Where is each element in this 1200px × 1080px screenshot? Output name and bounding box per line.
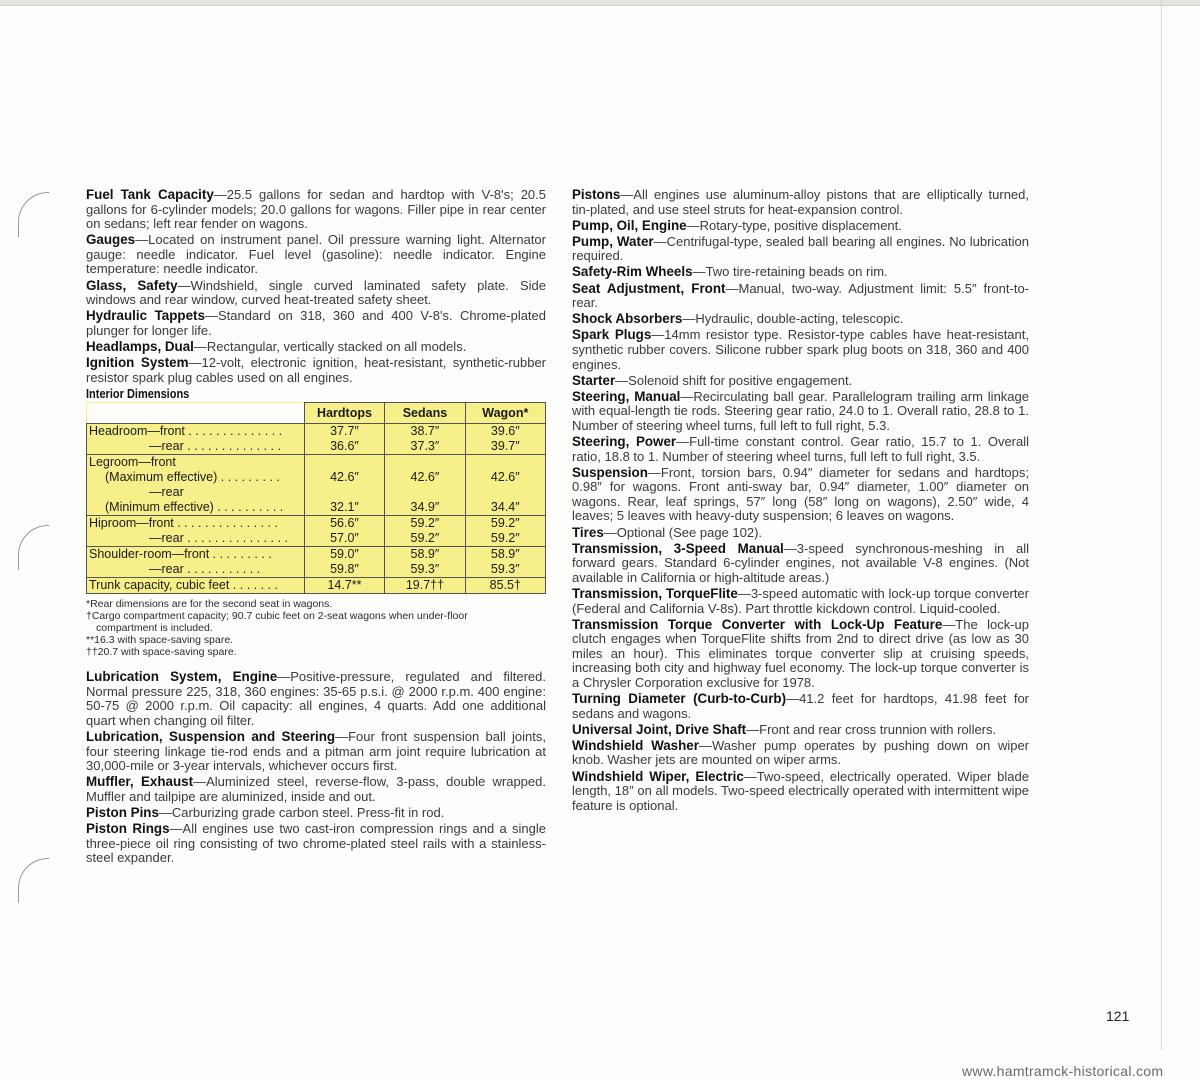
spec-term: Headlamps, Dual bbox=[86, 338, 194, 354]
spec-text: Carburizing grade carbon steel. Press-fit in rod. bbox=[171, 805, 445, 821]
spec-entry bbox=[572, 390, 1029, 434]
cell-wagon bbox=[465, 547, 545, 578]
em-dash: — bbox=[615, 372, 629, 388]
cell-value: 59.0″ bbox=[330, 547, 359, 562]
header-hardtops: Hardtops bbox=[304, 403, 385, 424]
spec-text: 12-volt, electronic ignition, heat-resistant, synthetic-rubber resistor spark plug cables used on all engines. bbox=[86, 355, 547, 385]
em-dash: — bbox=[686, 217, 700, 233]
cell-hardtops bbox=[304, 455, 385, 516]
cell-sedans bbox=[385, 547, 465, 578]
cell-value bbox=[468, 485, 543, 500]
spec-text: All engines use aluminum-alloy pistons that are elliptically turned, tin-plated, and use steel struts for heat-expansion control. bbox=[572, 187, 1029, 217]
em-dash: — bbox=[651, 327, 665, 343]
spec-entry bbox=[572, 587, 1029, 616]
em-dash: — bbox=[177, 277, 191, 293]
em-dash: — bbox=[193, 774, 207, 790]
cell-value: 42.6″ bbox=[490, 470, 520, 485]
spec-entry bbox=[572, 466, 1029, 524]
cell-value: 19.7†† bbox=[405, 578, 445, 593]
page-number: 121 bbox=[1106, 1008, 1130, 1024]
spec-term: Pistons bbox=[572, 187, 621, 202]
spec-text: All engines use two cast-iron compression rings and a single three-piece oil ring consisting of two chrome-plated steel rails with a stainless-steel expander. bbox=[86, 821, 546, 866]
spec-entry bbox=[572, 328, 1029, 372]
spec-entry bbox=[86, 279, 546, 308]
spec-entry bbox=[86, 806, 546, 821]
cell-value: 56.6″ bbox=[330, 516, 359, 531]
row-label bbox=[87, 516, 305, 547]
em-dash: — bbox=[783, 540, 797, 556]
cell-value: 37.3″ bbox=[410, 439, 440, 454]
cell-sedans bbox=[385, 578, 465, 594]
cell-wagon bbox=[465, 516, 545, 547]
spec-entry bbox=[572, 235, 1029, 264]
em-dash: — bbox=[603, 524, 617, 540]
spec-term: Lubrication, Suspension and Steering bbox=[86, 729, 336, 745]
cell-value bbox=[387, 485, 462, 500]
cell-hardtops bbox=[304, 547, 385, 578]
em-dash: — bbox=[647, 464, 661, 480]
footnote: ††20.7 with space-saving spare. bbox=[86, 645, 237, 658]
cell-value bbox=[307, 485, 383, 500]
spec-text: Aluminized steel, reverse-flow, 3-pass, double wrapped. Muffler and tailpipe are aluminized, inside and out. bbox=[86, 774, 546, 805]
em-dash: — bbox=[682, 311, 696, 327]
cell-hardtops bbox=[304, 516, 385, 547]
em-dash: — bbox=[680, 388, 694, 404]
page-right-edge bbox=[1161, 0, 1162, 1050]
cell-value bbox=[307, 455, 383, 470]
cell-value: 39.7″ bbox=[490, 439, 520, 454]
spec-text: Solenoid shift for positive engagement. bbox=[628, 372, 853, 388]
row-label-line: —rear . . . . . . . . . . . . . . . bbox=[149, 531, 288, 546]
spec-text: Rotary-type, positive displacement. bbox=[699, 217, 902, 233]
cell-value: 32.1″ bbox=[330, 500, 359, 515]
spec-entry bbox=[86, 775, 546, 804]
em-dash: — bbox=[277, 669, 291, 685]
em-dash: — bbox=[213, 187, 227, 202]
spec-term: Hydraulic Tappets bbox=[86, 308, 205, 324]
spec-entry bbox=[572, 188, 1029, 217]
em-dash: — bbox=[193, 338, 207, 354]
cell-value bbox=[387, 455, 462, 470]
spec-entry bbox=[572, 312, 1029, 327]
spec-entry bbox=[572, 219, 1029, 234]
spec-text: 41.2 feet for hardtops, 41.98 feet for sedans and wagons. bbox=[572, 691, 1030, 721]
row-label-line: Headroom—front . . . . . . . . . . . . . . bbox=[89, 424, 283, 439]
spec-term: Piston Rings bbox=[86, 821, 170, 837]
spec-term: Ignition System bbox=[86, 355, 189, 371]
spec-term: Tires bbox=[572, 524, 604, 540]
spec-term: Transmission, 3-Speed Manual bbox=[572, 540, 784, 556]
spec-text: Full-time constant control. Gear ratio, 15.7 to 1. Overall ratio, 18.8 to 1. Number of steering wheel turns, full left to full right, 3.5. bbox=[572, 434, 1030, 464]
spec-term: Windshield Wiper, Electric bbox=[572, 768, 744, 784]
row-label-line: Legroom—front bbox=[89, 455, 176, 470]
spec-text: Centrifugal-type, sealed ball bearing all engines. No lubrication required. bbox=[572, 233, 1029, 264]
footnote: *Rear dimensions are for the second seat in wagons. bbox=[86, 598, 333, 611]
cell-value bbox=[468, 455, 543, 470]
table-header-row bbox=[87, 403, 546, 424]
table-row bbox=[87, 424, 546, 455]
spec-term: Piston Pins bbox=[86, 805, 159, 821]
spec-entry bbox=[572, 739, 1029, 768]
em-dash: — bbox=[698, 737, 712, 753]
page-top-border bbox=[0, 0, 1200, 6]
spec-text: 3-speed synchronous-meshing in all forward gears. Standard 6-cylinder engines, not available V-8 engines. (Not available in California or high-altitude areas.) bbox=[572, 540, 1029, 585]
cell-wagon bbox=[465, 578, 545, 594]
watermark: www.hamtramck-historical.com bbox=[962, 1063, 1164, 1079]
spec-term: Muffler, Exhaust bbox=[86, 774, 194, 790]
spec-term: Windshield Washer bbox=[572, 737, 699, 753]
spec-entry bbox=[572, 542, 1029, 586]
spec-text: Washer pump operates by pushing down on wiper knob. Washer jets are mounted on wiper arms. bbox=[572, 737, 1030, 768]
row-label-line: Hiproom—front . . . . . . . . . . . . . . . bbox=[89, 516, 278, 531]
cell-value: 59.3″ bbox=[490, 562, 520, 577]
cell-value: 59.3″ bbox=[410, 562, 440, 577]
cell-value: 42.6″ bbox=[410, 470, 440, 485]
spec-term: Pump, Oil, Engine bbox=[572, 217, 687, 233]
spec-entry bbox=[86, 233, 546, 277]
right-entries bbox=[572, 188, 1029, 813]
spec-entry bbox=[86, 730, 546, 774]
cell-wagon bbox=[465, 455, 545, 516]
footnote: compartment is included. bbox=[96, 621, 213, 634]
table-footnotes bbox=[86, 599, 546, 658]
spec-term: Shock Absorbers bbox=[572, 311, 683, 327]
spec-term: Safety-Rim Wheels bbox=[572, 264, 693, 280]
row-label-line: Shoulder-room—front . . . . . . . . . bbox=[89, 547, 272, 562]
em-dash: — bbox=[746, 721, 760, 737]
spec-text: Positive-pressure, regulated and filtered. Normal pressure 225, 318, 360 engines: 35-65 p.s.i. @ 2000 r.p.m. 400 engine: 50-75 @ 2000 r.p.m. Oil capacity: all engines, 4 quarts. Add one additional quart when changing oil filter. bbox=[86, 669, 547, 729]
spec-entry bbox=[572, 692, 1029, 721]
row-label-line: —rear . . . . . . . . . . . bbox=[149, 562, 261, 577]
cell-hardtops bbox=[304, 578, 385, 594]
cell-value: 85.5† bbox=[489, 578, 521, 593]
interior-dimensions-section bbox=[86, 387, 546, 659]
row-label bbox=[87, 424, 305, 455]
spec-text: 3-speed automatic with lock-up torque converter (Federal and California V-8s). Part throttle kickdown control. Liquid-cooled. bbox=[572, 585, 1029, 616]
em-dash: — bbox=[942, 616, 956, 632]
spec-text: Rectangular, vertically stacked on all models. bbox=[206, 338, 467, 354]
cell-value: 42.6″ bbox=[330, 470, 359, 485]
interior-dimensions-title: Interior Dimensions bbox=[86, 386, 190, 401]
spec-text: Optional (See page 102). bbox=[616, 524, 763, 540]
spec-term: Seat Adjustment, Front bbox=[572, 280, 726, 296]
em-dash: — bbox=[135, 232, 149, 248]
spec-term: Fuel Tank Capacity bbox=[86, 187, 214, 202]
row-label-line: (Maximum effective) . . . . . . . . . bbox=[105, 470, 280, 485]
em-dash: — bbox=[335, 729, 349, 745]
spec-entry bbox=[572, 374, 1029, 389]
spec-entry bbox=[86, 670, 546, 728]
spec-text: Two-speed, electrically operated. Wiper blade length, 18″ on all models. Two-speed electrically operated with intermittent wipe feature is optional. bbox=[572, 768, 1029, 813]
em-dash: — bbox=[737, 585, 751, 601]
left-column bbox=[86, 188, 546, 868]
cell-value: 34.9″ bbox=[410, 500, 440, 515]
cell-value: 59.2″ bbox=[410, 531, 440, 546]
binder-hole bbox=[18, 858, 49, 903]
spec-entry bbox=[572, 435, 1029, 464]
left-top-entries bbox=[86, 188, 546, 385]
em-dash: — bbox=[158, 805, 172, 821]
spec-entry bbox=[572, 265, 1029, 280]
spec-entry bbox=[572, 723, 1029, 738]
spec-term: Turning Diameter (Curb-to-Curb) bbox=[572, 691, 787, 707]
table-row bbox=[87, 455, 546, 516]
em-dash: — bbox=[725, 280, 739, 296]
footnote: †Cargo compartment capacity; 90.7 cubic feet on 2-seat wagons when under-floor bbox=[86, 610, 468, 623]
spec-text: Front and rear cross trunnion with rollers. bbox=[759, 721, 997, 737]
spec-entry bbox=[572, 282, 1029, 311]
em-dash: — bbox=[743, 768, 757, 784]
em-dash: — bbox=[692, 264, 706, 280]
spec-text: Hydraulic, double-acting, telescopic. bbox=[695, 311, 904, 327]
spec-entry bbox=[572, 618, 1029, 691]
table-row bbox=[87, 547, 546, 578]
cell-value: 37.7″ bbox=[330, 424, 359, 439]
row-label-line: (Minimum effective) . . . . . . . . . . bbox=[105, 500, 284, 515]
em-dash: — bbox=[620, 187, 634, 202]
cell-wagon bbox=[465, 424, 545, 455]
spec-text: Manual, two-way. Adjustment limit: 5.5″ front-to-rear. bbox=[572, 280, 1029, 311]
spec-entry bbox=[86, 188, 546, 232]
spec-text: 25.5 gallons for sedan and hardtop with V-8's; 20.5 gallons for 6-cylinder models; 20.0 gallons for wagons. Filler pipe in rear center on sedans; left rear fender on wagons. bbox=[86, 187, 546, 232]
cell-value: 36.6″ bbox=[330, 439, 359, 454]
em-dash: — bbox=[204, 308, 218, 324]
em-dash: — bbox=[653, 233, 667, 249]
header-sedans: Sedans bbox=[385, 403, 465, 424]
spec-entry bbox=[86, 340, 546, 355]
em-dash: — bbox=[786, 691, 800, 707]
row-label-line: Trunk capacity, cubic feet . . . . . . . bbox=[89, 578, 278, 593]
cell-sedans bbox=[385, 516, 465, 547]
cell-hardtops bbox=[304, 424, 385, 455]
spec-text: Windshield, single curved laminated safety plate. Side windows and rear window, curved heat-treated safety sheet. bbox=[86, 277, 546, 308]
em-dash: — bbox=[676, 434, 690, 449]
cell-sedans bbox=[385, 455, 465, 516]
footnote: **16.3 with space-saving spare. bbox=[86, 633, 234, 646]
cell-value: 34.4″ bbox=[490, 500, 520, 515]
row-label-line: —rear . . . . . . . . . . . . . . bbox=[149, 439, 281, 454]
spec-term: Steering, Power bbox=[572, 434, 677, 449]
left-bottom-entries bbox=[86, 670, 546, 866]
em-dash: — bbox=[169, 821, 183, 837]
right-column bbox=[572, 188, 1029, 815]
spec-entry bbox=[572, 770, 1029, 814]
cell-sedans bbox=[385, 424, 465, 455]
spec-entry bbox=[86, 309, 546, 338]
spec-term: Starter bbox=[572, 372, 616, 388]
spec-term: Lubrication System, Engine bbox=[86, 669, 278, 685]
spec-text: Located on instrument panel. Oil pressure warning light. Alternator gauge: needle indicator. Fuel level (gasoline): needle indicator. Engine temperature: needle indicator. bbox=[86, 232, 546, 277]
table-row bbox=[87, 516, 546, 547]
header-blank bbox=[87, 403, 305, 424]
binder-hole bbox=[18, 525, 49, 570]
cell-value: 59.2″ bbox=[490, 516, 520, 531]
cell-value: 59.2″ bbox=[410, 516, 440, 531]
spec-text: 14mm resistor type. Resistor-type cables have heat-resistant, synthetic rubber covers. Silicone rubber spark plug boots on 318, 360 and 400 engines. bbox=[572, 327, 1029, 372]
spec-entry bbox=[86, 822, 546, 866]
cell-value: 58.9″ bbox=[410, 547, 440, 562]
spec-term: Spark Plugs bbox=[572, 327, 652, 343]
cell-value: 57.0″ bbox=[330, 531, 359, 546]
spec-text: Front, torsion bars, 0.94″ diameter for sedans and hardtops; 0.98″ for wagons. Front anti-sway bar, 0.94″ diameter, 1.00″ diameter on wagons. Rear, leaf springs, 57″ long (58″ long on wagons), 2.50″ wide, 4 leaves; 5 leaves with heavy-duty suspension; 6 leaves on wagons. bbox=[572, 464, 1029, 524]
spec-text: Four front suspension ball joints, four steering linkage tie-rod ends and a pitman arm joint require lubrication at 30,000-mile or 3-year intervals, whichever occurs first. bbox=[86, 729, 546, 774]
spec-term: Universal Joint, Drive Shaft bbox=[572, 721, 747, 737]
spec-term: Gauges bbox=[86, 232, 136, 248]
header-wagon: Wagon* bbox=[465, 403, 545, 424]
cell-value: 59.2″ bbox=[490, 531, 520, 546]
binder-hole bbox=[18, 192, 49, 237]
spec-text: Two tire-retaining beads on rim. bbox=[705, 264, 888, 280]
spec-text: Standard on 318, 360 and 400 V-8's. Chrome-plated plunger for longer life. bbox=[86, 308, 547, 338]
row-label bbox=[87, 578, 305, 594]
row-label bbox=[87, 455, 305, 516]
cell-value: 39.6″ bbox=[490, 424, 520, 439]
spec-entry bbox=[86, 356, 546, 385]
table-body bbox=[87, 424, 546, 594]
spec-term: Glass, Safety bbox=[86, 277, 178, 293]
row-label bbox=[87, 547, 305, 578]
spec-term: Transmission, TorqueFlite bbox=[572, 585, 738, 601]
cell-value: 58.9″ bbox=[490, 547, 520, 562]
spec-term: Transmission Torque Converter with Lock-Up Feature bbox=[572, 616, 943, 632]
spec-text: Recirculating ball gear. Parallelogram trailing arm linkage with equal-length tie rods. Steering gear ratio, 24.0 to 1. Overall ratio, 28.8 to 1. Number of steering wheel turns, full left to full right, 5.3. bbox=[572, 388, 1029, 433]
spec-term: Steering, Manual bbox=[572, 388, 681, 404]
cell-value: 14.7** bbox=[327, 578, 362, 593]
em-dash: — bbox=[188, 355, 202, 371]
spec-term: Pump, Water bbox=[572, 233, 654, 249]
interior-dimensions-table bbox=[86, 402, 546, 594]
cell-value: 59.8″ bbox=[330, 562, 359, 577]
spec-text: The lock-up clutch engages when TorqueFlite shifts from 2nd to direct drive (as low as 30 miles an hour). This eliminates torque converter slip at cruising speeds, increasing both city and highway fuel economy. The lock-up torque converter is a Chrysler Corporation exclusive for 1978. bbox=[572, 616, 1030, 690]
cell-value: 38.7″ bbox=[410, 424, 440, 439]
row-label-line: —rear bbox=[149, 485, 184, 500]
table-row bbox=[87, 578, 546, 594]
spec-term: Suspension bbox=[572, 464, 648, 480]
spec-entry bbox=[572, 526, 1029, 541]
